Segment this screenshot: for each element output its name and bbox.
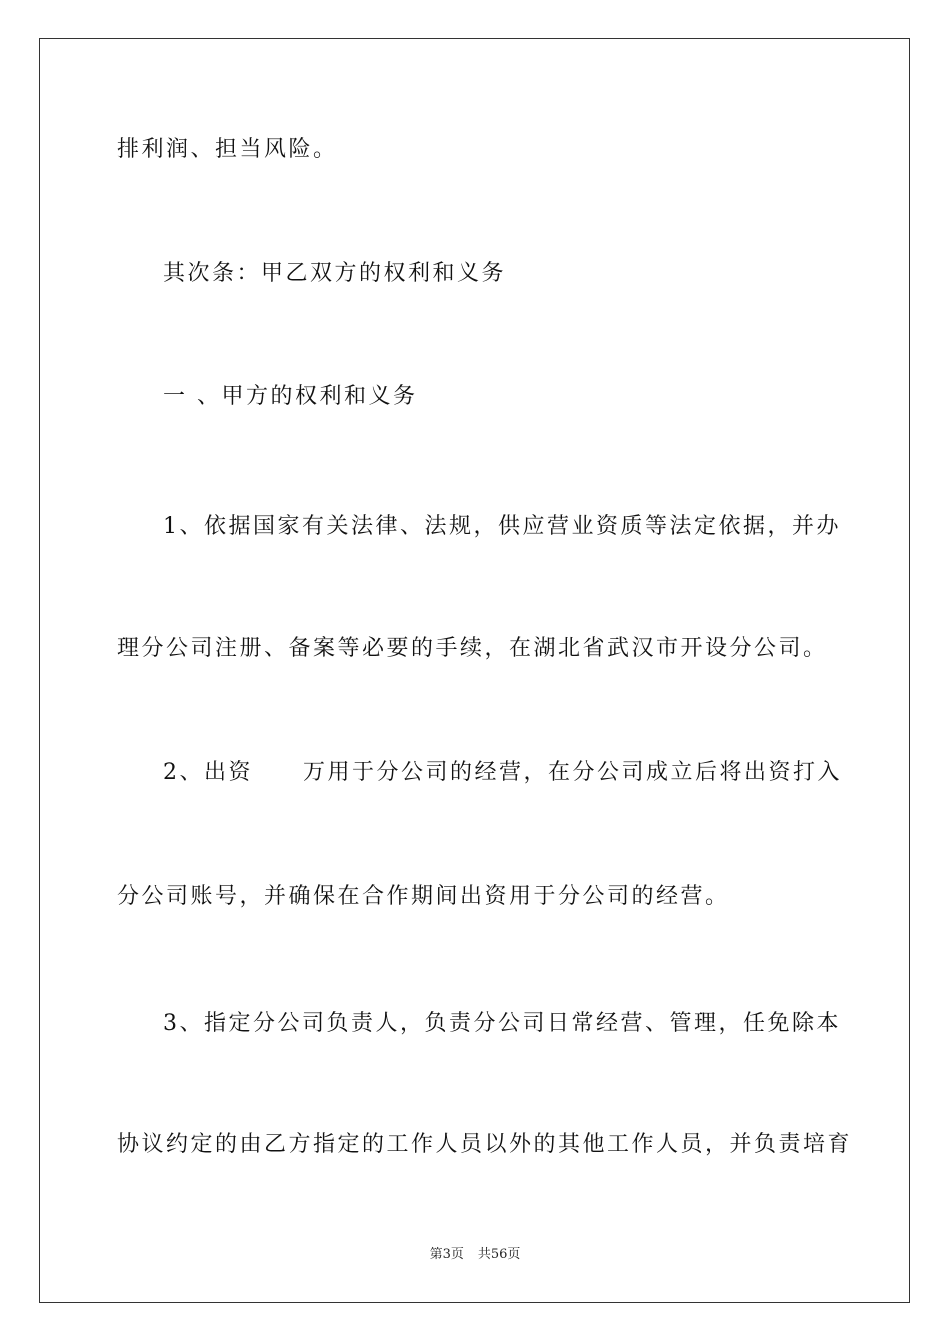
body-line-item1-b: 理分公司注册、备案等必要的手续，在湖北省武汉市开设分公司。 bbox=[117, 636, 828, 661]
body-line-item1-a: 1、依据国家有关法律、法规，供应营业资质等法定依据，并办 bbox=[163, 514, 841, 539]
body-line-item2-b: 分公司账号，并确保在合作期间出资用于分公司的经营。 bbox=[117, 884, 730, 909]
body-line-1: 排利润、担当风险。 bbox=[117, 137, 338, 162]
subsection-heading: 一 、甲方的权利和义务 bbox=[163, 384, 418, 409]
body-line-item2-a bbox=[163, 758, 842, 788]
page-footer bbox=[0, 1246, 950, 1264]
body-line-item3-a: 3、指定分公司负责人，负责分公司日常经营、管理，任免除本 bbox=[163, 1011, 841, 1036]
item2-rest: 万用于分公司的经营，在分公司成立后将出资打入 bbox=[303, 760, 843, 785]
page-total: 共56页 bbox=[477, 1247, 521, 1262]
page-number: 第3页 bbox=[429, 1247, 464, 1262]
body-line-item3-b: 协议约定的由乙方指定的工作人员以外的其他工作人员，并负责培育 bbox=[117, 1132, 853, 1157]
page-border bbox=[39, 38, 910, 1303]
section-heading: 其次条：甲乙双方的权利和义务 bbox=[163, 261, 507, 286]
item2-prefix: 2、出资 bbox=[163, 760, 253, 785]
